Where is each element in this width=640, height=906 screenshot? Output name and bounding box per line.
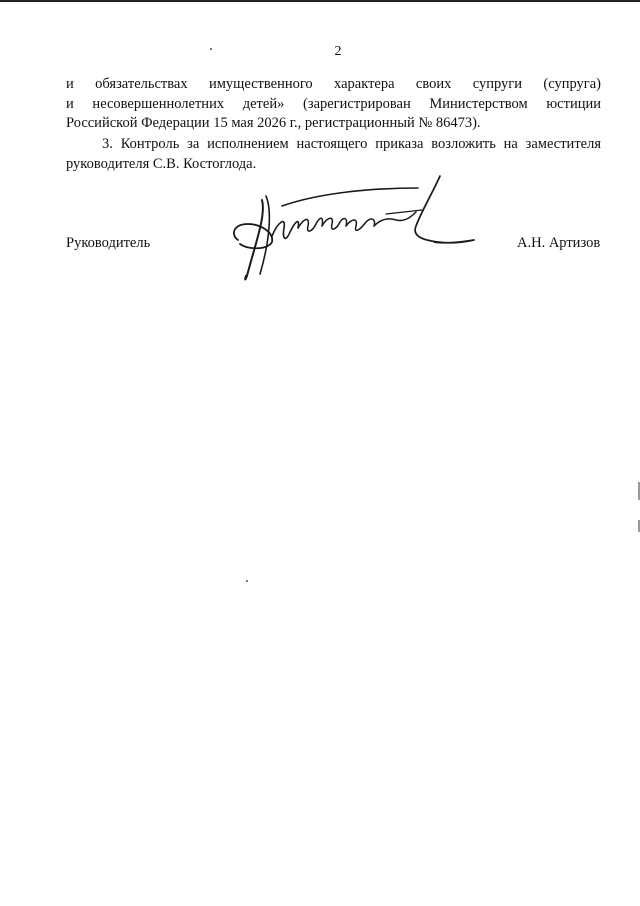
signer-title: Руководитель: [66, 235, 151, 251]
paragraph-continuation: [66, 75, 601, 134]
paragraph-line: руководителя С.В. Костоглода.: [66, 155, 257, 172]
paragraph-line: и обязательствах имущественного характера своих супруги (супруга): [66, 76, 601, 92]
paragraph-line: и несовершеннолетних детей» (зарегистрирован Министерством юстиции: [66, 95, 601, 112]
paragraph-line: Российской Федерации 15 мая 2026 г., регистрационный № 86473).: [66, 115, 481, 131]
handwritten-signature: [226, 170, 476, 285]
page-number: 2: [334, 44, 342, 59]
paragraph-line: 3. Контроль за исполнением настоящего приказа возложить на заместителя: [102, 136, 601, 152]
paragraph-item-3: [66, 135, 601, 174]
scan-speck: [210, 48, 212, 50]
scan-speck: [246, 580, 248, 582]
scan-top-edge: [0, 0, 640, 2]
signer-name: А.Н. Артизов: [517, 235, 601, 251]
